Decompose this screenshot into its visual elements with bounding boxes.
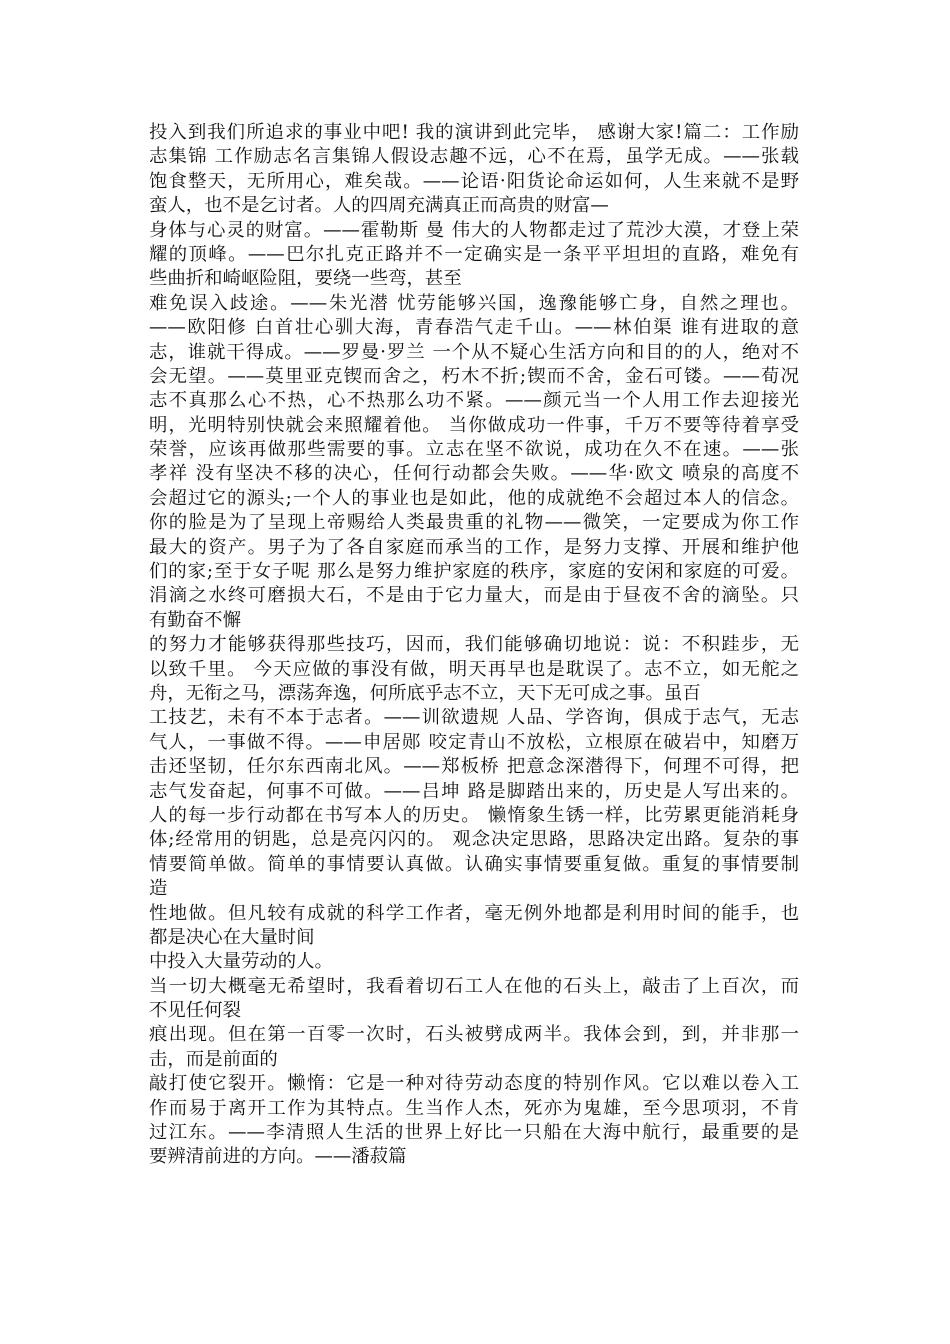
text-line: 些曲折和崎岖险阻，要绕一些弯，甚至 [149, 268, 462, 290]
text-line: 敲打使它裂开。懒惰：它是一种对待劳动态度的特别作风。它以难以卷入工 [149, 1073, 799, 1095]
text-line: 的努力才能够获得那些技巧，因而，我们能够确切地说：说：不积跬步，无 [149, 634, 799, 656]
text-line: ——欧阳修 白首壮心驯大海，青春浩气走千山。——林伯渠 谁有进取的意 [149, 317, 799, 339]
text-line: 体;经常用的钥匙，总是亮闪闪的。 观念决定思路，思路决定出路。复杂的事 [149, 829, 799, 851]
text-line: 涓滴之水终可磨损大石，不是由于它力量大，而是由于昼夜不舍的滴坠。只 [149, 585, 799, 607]
text-line: 蛮人，也不是乞讨者。人的四周充满真正而高贵的财富— [149, 195, 609, 217]
text-line: 最大的资产。男子为了各自家庭而承当的工作，是努力支撑、开展和维护他 [149, 536, 799, 558]
text-line: 不见任何裂 [149, 1000, 241, 1022]
text-line: 志，谁就干得成。——罗曼·罗兰 一个从不疑心生活方向和目的的人，绝对不 [149, 341, 799, 363]
text-line: 们的家;至于女子呢 那么是努力维护家庭的秩序，家庭的安闲和家庭的可爱。 [149, 561, 799, 583]
text-line: 耀的顶峰。——巴尔扎克正路并不一定确实是一条平平坦坦的直路，难免有 [149, 243, 799, 265]
text-line: 击，而是前面的 [149, 1048, 278, 1070]
text-line: 会无望。——莫里亚克锲而舍之，朽木不折;锲而不舍，金石可镂。——荀况 [149, 365, 799, 387]
text-line: 孝祥 没有坚决不移的决心，任何行动都会失败。——华·欧文 喷泉的高度不 [149, 463, 799, 485]
text-line: 中投入大量劳动的人。 [149, 951, 333, 973]
text-line: 要辨清前进的方向。——潘菽篇 [149, 1146, 407, 1168]
text-line: 有勤奋不懈 [149, 609, 241, 631]
text-line: 明，光明特别快就会来照耀着他。 当你做成功一件事，千万不要等待着享受 [149, 414, 799, 436]
text-line: 难免误入歧途。——朱光潜 忧劳能够兴国，逸豫能够亡身，自然之理也。 [149, 292, 799, 314]
text-line: 工技艺，未有不本于志者。——训欲遗规 人品、学咨询，俱成于志气，无志 [149, 707, 799, 729]
text-line: 志气发奋起，何事不可做。——吕坤 路是脚踏出来的，历史是人写出来的。 [149, 780, 799, 802]
text-line: 志集锦 工作励志名言集锦人假设志趣不远，心不在焉，虽学无成。——张载 [149, 146, 799, 168]
text-line: 舟，无衔之马，漂荡奔逸，何所底乎志不立，天下无可成之事。虽百 [149, 682, 701, 704]
text-line: 身体与心灵的财富。——霍勒斯 曼 伟大的人物都走过了荒沙大漠，才登上荣 [149, 219, 799, 241]
text-line: 饱食整天，无所用心，难矣哉。——论语·阳货论命运如何，人生来就不是野 [149, 170, 799, 192]
text-line: 作而易于离开工作为其特点。生当作人杰，死亦为鬼雄，至今思项羽，不肯 [149, 1097, 799, 1119]
text-line: 会超过它的源头;一个人的事业也是如此，他的成就绝不会超过本人的信念。 [149, 487, 799, 509]
text-line: 性地做。但凡较有成就的科学工作者，毫无例外地都是利用时间的能手，也 [149, 902, 799, 924]
text-line: 当一切大概毫无希望时，我看着切石工人在他的石头上，敲击了上百次，而 [149, 975, 799, 997]
text-line: 人的每一步行动都在书写本人的历史。 懒惰象生锈一样，比劳累更能消耗身 [149, 804, 799, 826]
document-body-text [149, 121, 799, 1170]
text-line: 气人，一事做不得。——申居郧 咬定青山不放松，立根原在破岩中，知磨万 [149, 731, 799, 753]
text-line: 你的脸是为了呈现上帝赐给人类最贵重的礼物——微笑，一定要成为你工作 [149, 512, 799, 534]
text-line: 情要简单做。简单的事情要认真做。认确实事情要重复做。重复的事情要制 [149, 853, 799, 875]
text-line: 投入到我们所追求的事业中吧! 我的演讲到此完毕， 感谢大家!篇二：工作励 [149, 122, 799, 143]
text-line: 痕出现。但在第一百零一次时，石头被劈成两半。我体会到，到，并非那一 [149, 1024, 799, 1046]
text-line: 志不真那么心不热，心不热那么功不紧。——颜元当一个人用工作去迎接光 [149, 390, 799, 412]
text-line: 击还坚韧，任尔东西南北风。——郑板桥 把意念深潜得下，何理不可得，把 [149, 756, 799, 778]
text-line: 过江东。——李清照人生活的世界上好比一只船在大海中航行，最重要的是 [149, 1122, 799, 1144]
text-line: 荣誉，应该再做那些需要的事。立志在坚不欲说，成功在久不在速。——张 [149, 439, 799, 461]
text-line: 以致千里。 今天应做的事没有做，明天再早也是耽误了。志不立，如无舵之 [149, 658, 799, 680]
text-line: 都是决心在大量时间 [149, 926, 315, 948]
text-line: 造 [149, 878, 168, 900]
